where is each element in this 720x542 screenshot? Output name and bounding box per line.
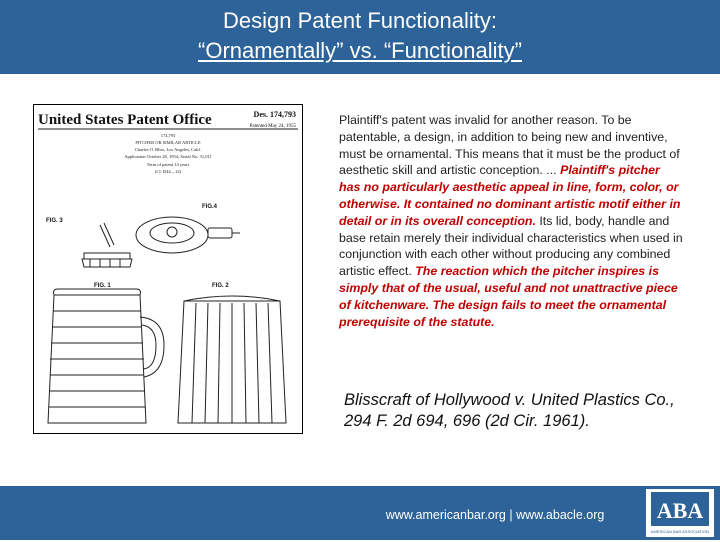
title-banner — [0, 0, 720, 74]
quote-emphasis-2: The reaction which the pitcher inspires is simply that of the usual, useful and not unattractive piece of kitchenware. The design fails to meet the ornamental prerequisite of the statute. — [339, 264, 678, 329]
fig1-label: FIG. 1 — [94, 283, 111, 289]
quote-part-2: Its lid, body, handle and base retain merely their individual characteristics when used in conjunction with each other without producing any combined artistic effect. — [339, 213, 683, 279]
aba-logo-icon — [646, 489, 714, 537]
aba-logo-letters: ABA — [656, 498, 704, 523]
number-code: 174,793 — [160, 133, 176, 138]
slide-title-line-2: “Ornamentally” vs. “Functionality” — [198, 38, 522, 63]
application: Application October 28, 1954, Serial No. 31,011 — [124, 154, 212, 159]
fig3-drawing — [82, 223, 132, 267]
fig3-label: FIG. 3 — [46, 218, 63, 224]
footer-links[interactable]: www.americanbar.org | www.abacle.org — [385, 508, 605, 522]
inventor: Charles O. Bliss, Los Angeles, Calif. — [134, 147, 202, 152]
slide-title-line-1: Design Patent Functionality: — [223, 8, 497, 33]
case-citation: Blisscraft of Hollywood v. United Plastics Co., 294 F. 2d 694, 696 (2d Cir. 1961). — [344, 391, 675, 430]
patented-date: Patented May 24, 1955 — [249, 124, 296, 129]
patent-term: Term of patent 14 years — [146, 162, 190, 167]
quote-part-1: Plaintiff's patent was invalid for another reason. To be patentable, a design, in addition to being new and inventive, must be ornamental. This means that it must be the product of aesthetic skill and artistic conception. ... — [339, 113, 680, 178]
patent-office-title: United States Patent Office — [38, 112, 212, 128]
fig4-label: FIG.4 — [202, 204, 218, 210]
patent-number: Des. 174,793 — [253, 110, 296, 119]
fig4-drawing — [136, 217, 240, 253]
patent-drawing — [34, 105, 302, 433]
article-title: PITCHER OR SIMILAR ARTICLE — [135, 140, 201, 145]
aba-logo-caption: AMERICAN BAR ASSOCIATION — [650, 529, 710, 534]
court-quote — [339, 112, 684, 330]
fig2-label: FIG. 2 — [212, 283, 229, 289]
fig1-drawing — [48, 289, 164, 423]
footer-bar — [0, 486, 720, 540]
patent-figure — [33, 104, 303, 434]
aba-logo — [646, 489, 714, 537]
quote-emphasis-1: Plaintiff's pitcher has no particularly aesthetic appeal in line, form, color, or otherwise. It contained no dominant artistic motif either in detail or in its overall conception. — [339, 163, 681, 228]
fig2-drawing — [178, 296, 286, 423]
classification: (Cl. D44—12) — [154, 169, 182, 174]
